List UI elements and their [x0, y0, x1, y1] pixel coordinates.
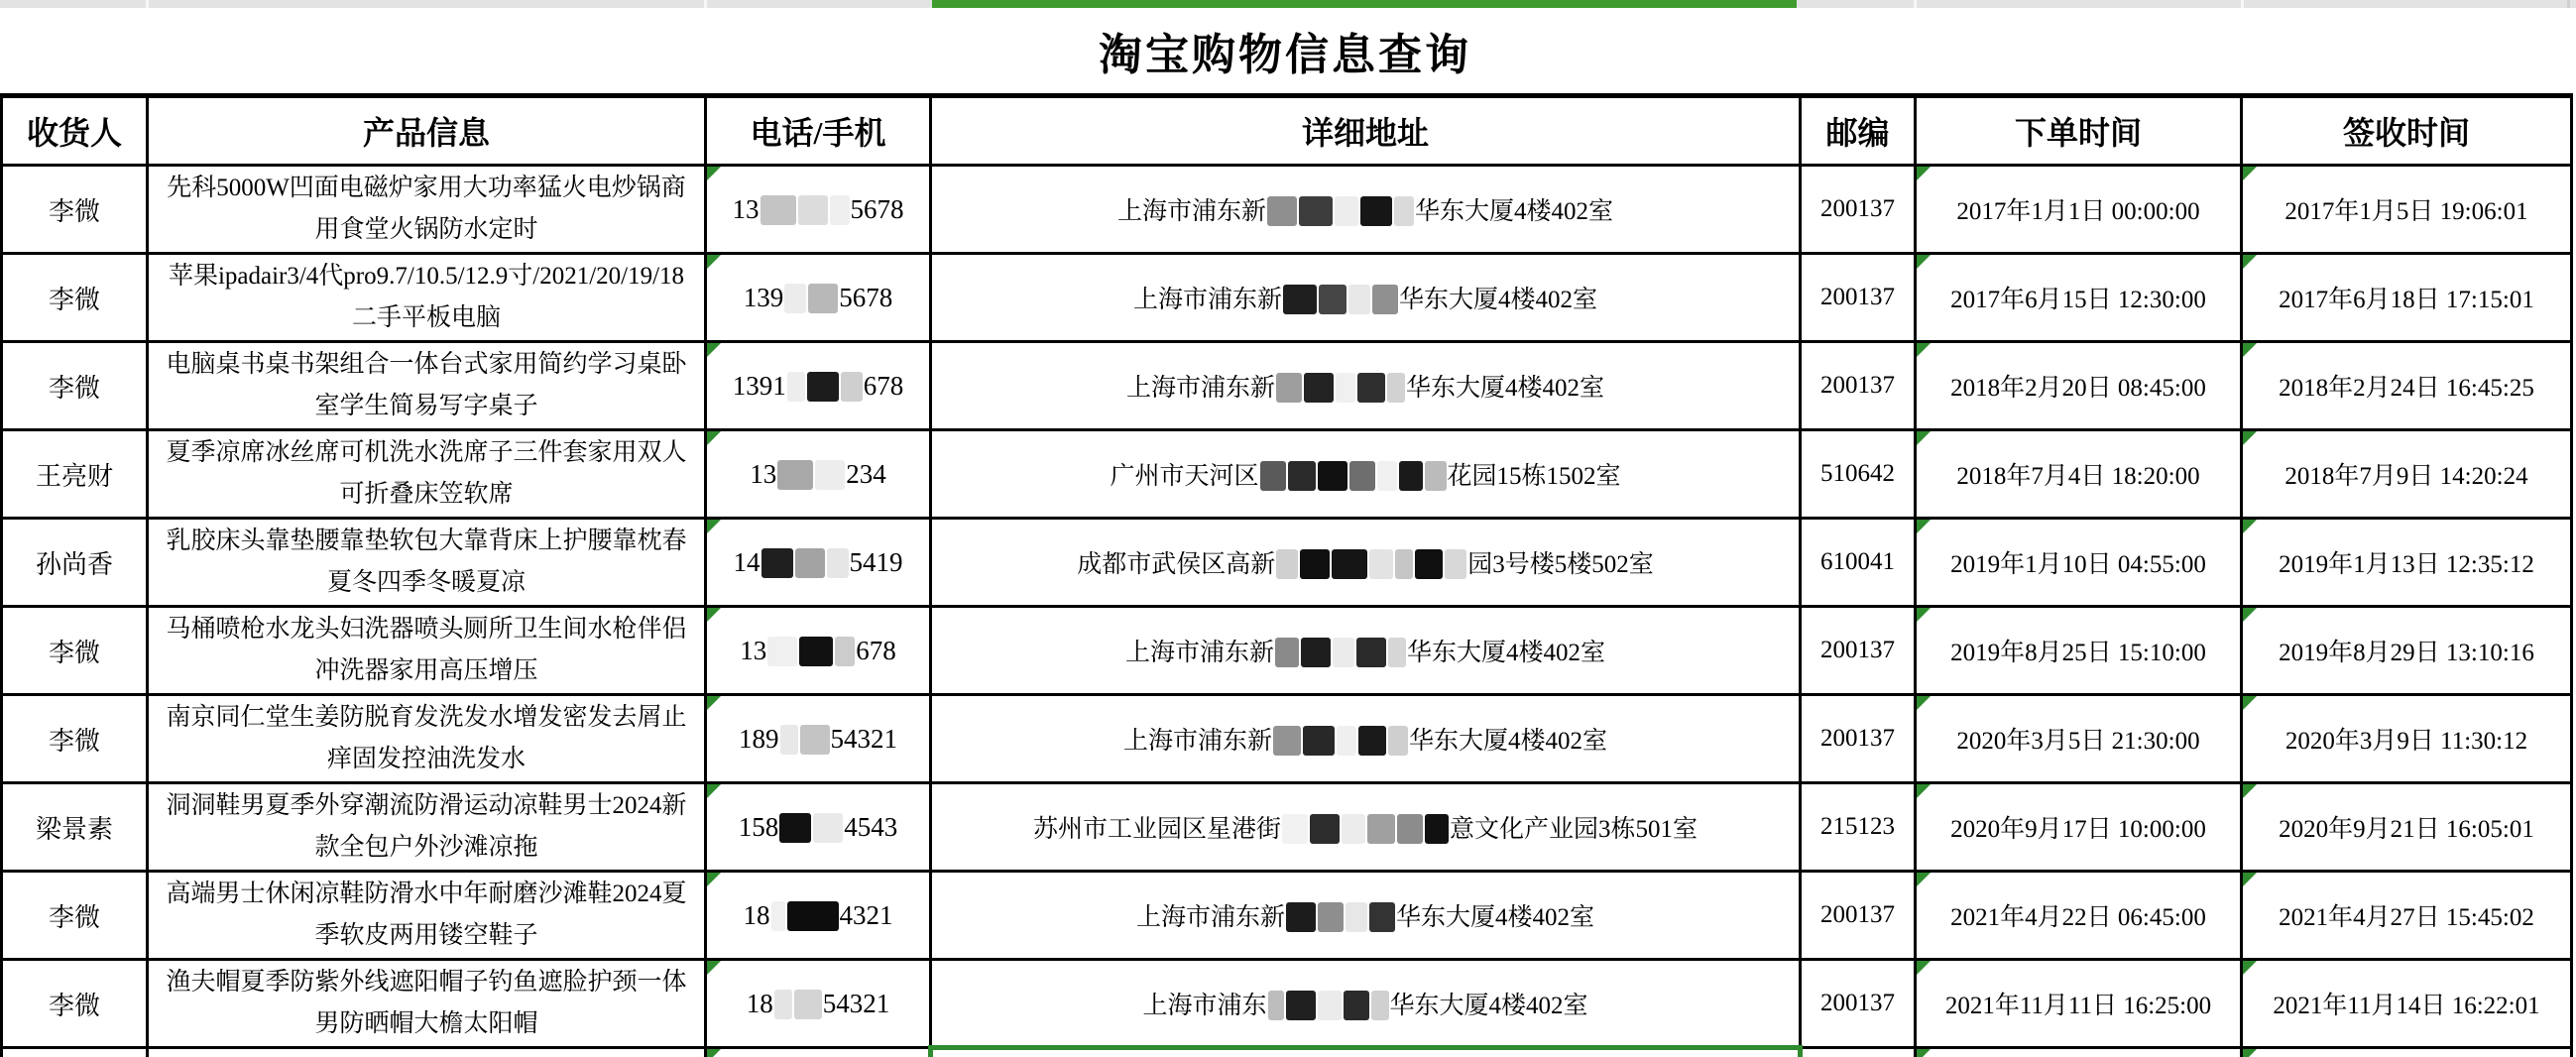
sign-time-cell[interactable]: 2017年6月18日 17:15:01	[2242, 254, 2572, 342]
redaction-box	[1387, 373, 1405, 403]
redaction-box	[800, 725, 830, 755]
column-header-recipient[interactable]: 收货人	[2, 96, 148, 166]
phone-cell[interactable]	[706, 872, 931, 960]
recipient-cell[interactable]: 李微	[2, 166, 148, 254]
redaction-box	[827, 548, 849, 578]
postal-cell[interactable]: 200137	[1801, 342, 1916, 430]
redaction-box	[1333, 638, 1354, 667]
redaction-box	[1337, 726, 1356, 756]
address-cell[interactable]	[931, 342, 1801, 430]
visible-text: 234	[846, 458, 886, 489]
redaction-box	[1357, 373, 1385, 403]
error-triangle-icon	[707, 696, 721, 710]
address-cell[interactable]	[931, 695, 1801, 783]
table-row	[2, 254, 2572, 342]
order-time-cell[interactable]: 2018年7月4日 18:20:00	[1916, 430, 2242, 519]
product-cell[interactable]: 电脑桌书桌书架组合一体台式家用简约学习桌卧室学生简易写字桌子	[148, 342, 706, 430]
postal-cell[interactable]: 200137	[1801, 695, 1916, 783]
partial-table-row	[2, 1048, 2572, 1057]
recipient-cell[interactable]: 李微	[2, 960, 148, 1048]
redaction-box	[1399, 461, 1423, 491]
visible-text: 1391	[732, 370, 786, 401]
recipient-cell[interactable]	[2, 1048, 148, 1057]
sign-time-cell[interactable]: 2018年7月9日 14:20:24	[2242, 430, 2572, 519]
address-cell[interactable]	[931, 254, 1801, 342]
redaction-box	[807, 372, 839, 402]
redaction-box	[787, 372, 805, 402]
error-triangle-icon	[2243, 1049, 2257, 1057]
recipient-cell[interactable]: 梁景素	[2, 783, 148, 872]
recipient-cell[interactable]: 李微	[2, 607, 148, 695]
redaction-box	[1286, 902, 1316, 932]
error-triangle-icon	[1917, 343, 1931, 357]
visible-text: 广州市天河区	[1110, 463, 1259, 490]
header-row	[2, 96, 2572, 166]
error-triangle-icon	[1917, 167, 1931, 180]
redaction-box	[1425, 814, 1449, 844]
recipient-cell[interactable]: 王亮财	[2, 430, 148, 519]
redaction-box	[1356, 638, 1386, 667]
redaction-box	[1268, 991, 1284, 1020]
error-triangle-icon	[707, 873, 721, 886]
redaction-box	[771, 901, 785, 931]
redaction-box	[1319, 285, 1347, 314]
visible-text: 上海市浦东新	[1125, 375, 1275, 402]
redaction-box	[780, 725, 798, 755]
postal-cell[interactable]: 200137	[1801, 166, 1916, 254]
phone-cell[interactable]	[706, 254, 931, 342]
sign-time-cell[interactable]: 2019年1月13日 12:35:12	[2242, 519, 2572, 607]
error-triangle-icon	[707, 431, 721, 445]
error-triangle-icon	[2243, 167, 2257, 180]
error-triangle-icon	[2243, 961, 2257, 975]
selected-column-highlight	[932, 0, 1797, 8]
postal-cell[interactable]: 510642	[1801, 430, 1916, 519]
redaction-box	[808, 284, 838, 313]
redaction-box	[1372, 285, 1398, 314]
recipient-cell[interactable]: 李微	[2, 872, 148, 960]
redaction-box	[1273, 726, 1301, 756]
address-cell[interactable]	[931, 519, 1801, 607]
error-triangle-icon	[1917, 1049, 1931, 1057]
order-time-cell[interactable]: 2018年2月20日 08:45:00	[1916, 342, 2242, 430]
redaction-box	[1369, 549, 1393, 579]
product-cell[interactable]: 渔夫帽夏季防紫外线遮阳帽子钓鱼遮脸护颈一体男防晒帽大檐太阳帽	[148, 960, 706, 1048]
visible-text: 华东大厦4楼402室	[1406, 375, 1605, 402]
redaction-box	[1301, 638, 1331, 667]
table-row	[2, 607, 2572, 695]
phone-cell[interactable]	[706, 695, 931, 783]
visible-text: 54321	[822, 988, 890, 1018]
column-header-phone[interactable]: 电话/手机	[706, 96, 931, 166]
error-triangle-icon	[707, 255, 721, 269]
visible-text: 13	[750, 458, 777, 489]
error-triangle-icon	[707, 961, 721, 975]
visible-text: 189	[739, 723, 779, 754]
product-cell[interactable]: 夏季凉席冰丝席可机洗水洗席子三件套家用双人可折叠床笠软席	[148, 430, 706, 519]
redaction-box	[795, 548, 825, 578]
redaction-box	[1358, 726, 1386, 756]
redaction-box	[784, 284, 806, 313]
redaction-box	[1344, 991, 1369, 1020]
error-triangle-icon	[1917, 873, 1931, 886]
visible-text: 5419	[849, 546, 903, 577]
redaction-box	[787, 901, 839, 931]
redaction-box	[1304, 373, 1334, 403]
column-separator	[2241, 0, 2244, 8]
visible-text: 花园15栋1502室	[1447, 463, 1621, 490]
error-triangle-icon	[1917, 784, 1931, 798]
sign-time-cell[interactable]: 2020年9月21日 16:05:01	[2242, 783, 2572, 872]
visible-text: 4543	[844, 811, 898, 842]
visible-text: 上海市浦东新	[1122, 728, 1272, 755]
visible-text: 园3号楼5楼502室	[1467, 551, 1654, 578]
redaction-box	[1348, 285, 1370, 314]
error-triangle-icon	[2243, 520, 2257, 533]
visible-text: 华东大厦4楼402室	[1399, 287, 1598, 313]
recipient-cell[interactable]: 孙尚香	[2, 519, 148, 607]
visible-text: 5678	[839, 282, 893, 312]
postal-cell[interactable]: 215123	[1801, 783, 1916, 872]
redaction-box	[799, 637, 833, 666]
product-cell[interactable]: 苹果ipadair3/4代pro9.7/10.5/12.9寸/2021/20/19/18二手平板电脑	[148, 254, 706, 342]
redaction-box	[1395, 549, 1413, 579]
redaction-box	[1445, 549, 1466, 579]
redaction-box	[761, 195, 796, 225]
visible-text: 华东大厦4楼402室	[1389, 992, 1588, 1019]
visible-text: 158	[738, 811, 779, 842]
error-triangle-icon	[707, 167, 721, 180]
address-cell[interactable]	[931, 960, 1801, 1048]
sign-time-cell[interactable]: 2017年1月5日 19:06:01	[2242, 166, 2572, 254]
redaction-box	[1260, 461, 1286, 491]
order-time-cell[interactable]: 2017年6月15日 12:30:00	[1916, 254, 2242, 342]
visible-text: 4321	[839, 899, 893, 930]
visible-text: 华东大厦4楼402室	[1415, 198, 1614, 225]
redaction-box	[1397, 814, 1423, 844]
column-header-address[interactable]: 详细地址	[931, 96, 1801, 166]
product-cell[interactable]: 马桶喷枪水龙头妇洗器喷头厕所卫生间水枪伴侣冲洗器家用高压增压	[148, 607, 706, 695]
table-row	[2, 695, 2572, 783]
sign-time-cell[interactable]: 2018年2月24日 16:45:25	[2242, 342, 2572, 430]
redaction-box	[1388, 638, 1406, 667]
error-triangle-icon	[2243, 784, 2257, 798]
redaction-box	[1335, 196, 1358, 226]
sign-time-cell[interactable]: 2021年11月14日 16:22:01	[2242, 960, 2572, 1048]
visible-text: 苏州市工业园区星港街	[1032, 816, 1281, 843]
redaction-box	[1282, 814, 1308, 844]
sign-time-cell[interactable]: 2019年8月29日 13:10:16	[2242, 607, 2572, 695]
postal-cell[interactable]: 610041	[1801, 519, 1916, 607]
redaction-box	[1276, 549, 1298, 579]
postal-cell[interactable]: 200137	[1801, 254, 1916, 342]
address-cell[interactable]	[931, 607, 1801, 695]
redaction-box	[798, 195, 828, 225]
table-row	[2, 430, 2572, 519]
address-cell[interactable]	[931, 166, 1801, 254]
order-time-cell[interactable]: 2020年9月17日 10:00:00	[1916, 783, 2242, 872]
redaction-box	[1288, 461, 1316, 491]
visible-text: 成都市武侯区高新	[1077, 551, 1276, 578]
redaction-box	[1303, 726, 1335, 756]
selected-cell[interactable]	[931, 1048, 1801, 1057]
visible-text: 上海市浦东	[1142, 992, 1267, 1019]
visible-text: 678	[856, 635, 896, 665]
visible-text: 上海市浦东新	[1132, 287, 1282, 313]
redaction-box	[1275, 638, 1299, 667]
visible-text: 13	[740, 635, 767, 665]
product-cell[interactable]: 高端男士休闲凉鞋防滑水中年耐磨沙滩鞋2024夏季软皮两用镂空鞋子	[148, 872, 706, 960]
error-triangle-icon	[1917, 520, 1931, 533]
redaction-box	[774, 990, 792, 1019]
address-cell[interactable]	[931, 783, 1801, 872]
column-header-postal[interactable]: 邮编	[1801, 96, 1916, 166]
product-cell[interactable]: 洞洞鞋男夏季外穿潮流防滑运动凉鞋男士2024新款全包户外沙滩凉拖	[148, 783, 706, 872]
phone-cell[interactable]	[706, 342, 931, 430]
error-triangle-icon	[707, 343, 721, 357]
phone-cell[interactable]	[706, 166, 931, 254]
redaction-box	[813, 813, 843, 843]
redaction-box	[1415, 549, 1443, 579]
postal-cell[interactable]: 200137	[1801, 960, 1916, 1048]
visible-text: 华东大厦4楼402室	[1409, 728, 1608, 755]
visible-text: 18	[743, 899, 770, 930]
visible-text: 华东大厦4楼402室	[1407, 640, 1606, 666]
column-separator	[704, 0, 707, 8]
error-triangle-icon	[1917, 255, 1931, 269]
visible-text: 139	[743, 282, 784, 312]
redaction-box	[1377, 461, 1397, 491]
order-time-cell[interactable]: 2020年3月5日 21:30:00	[1916, 695, 2242, 783]
error-triangle-icon	[707, 520, 721, 533]
visible-text: 上海市浦东新	[1116, 198, 1266, 225]
redaction-box	[1318, 902, 1344, 932]
redaction-box	[1300, 549, 1330, 579]
orders-table	[0, 93, 2573, 1057]
recipient-cell[interactable]: 李微	[2, 695, 148, 783]
redaction-box	[1336, 373, 1355, 403]
sign-time-cell[interactable]	[2242, 1048, 2572, 1057]
error-triangle-icon	[2243, 608, 2257, 622]
redaction-box	[835, 637, 855, 666]
redaction-box	[1318, 461, 1347, 491]
redaction-box	[1276, 373, 1302, 403]
order-time-cell[interactable]	[1916, 1048, 2242, 1057]
table-row	[2, 519, 2572, 607]
redaction-box	[1346, 902, 1367, 932]
redaction-box	[815, 460, 845, 490]
product-cell[interactable]: 南京同仁堂生姜防脱育发洗发水增发密发去屑止痒固发控油洗发水	[148, 695, 706, 783]
product-cell[interactable]: 先科5000W凹面电磁炉家用大功率猛火电炒锅商用食堂火锅防水定时	[148, 166, 706, 254]
column-header-order-time[interactable]: 下单时间	[1916, 96, 2242, 166]
redaction-box	[779, 813, 811, 843]
visible-text: 54321	[830, 723, 897, 754]
table-row	[2, 960, 2572, 1048]
visible-text: 14	[733, 546, 761, 577]
redaction-box	[777, 460, 813, 490]
visible-text: 意文化产业园3栋501室	[1450, 816, 1698, 843]
redaction-box	[1286, 991, 1316, 1020]
error-triangle-icon	[2243, 696, 2257, 710]
redaction-box	[1310, 814, 1340, 844]
order-time-cell[interactable]: 2021年11月11日 16:25:00	[1916, 960, 2242, 1048]
phone-cell[interactable]	[706, 519, 931, 607]
redaction-box	[1388, 726, 1408, 756]
postal-cell[interactable]: 200137	[1801, 872, 1916, 960]
postal-cell[interactable]	[1801, 1048, 1916, 1057]
sign-time-cell[interactable]: 2020年3月9日 11:30:12	[2242, 695, 2572, 783]
table-row	[2, 342, 2572, 430]
product-cell[interactable]	[148, 1048, 706, 1057]
sheet-right-edge	[2567, 0, 2570, 8]
table-row	[2, 783, 2572, 872]
column-header-product[interactable]: 产品信息	[148, 96, 706, 166]
recipient-cell[interactable]: 李微	[2, 342, 148, 430]
error-triangle-icon	[707, 784, 721, 798]
visible-text: 上海市浦东新	[1135, 904, 1285, 931]
order-time-cell[interactable]: 2021年4月22日 06:45:00	[1916, 872, 2242, 960]
redaction-box	[1394, 196, 1414, 226]
error-triangle-icon	[2243, 255, 2257, 269]
redaction-box	[1371, 991, 1389, 1020]
redaction-box	[794, 990, 822, 1019]
error-triangle-icon	[2243, 873, 2257, 886]
redaction-box	[1318, 991, 1342, 1020]
redaction-box	[830, 195, 850, 225]
visible-text: 678	[863, 370, 904, 401]
phone-cell[interactable]	[706, 430, 931, 519]
visible-text: 上海市浦东新	[1124, 640, 1274, 666]
phone-cell[interactable]	[706, 1048, 931, 1057]
phone-cell[interactable]	[706, 960, 931, 1048]
address-cell[interactable]	[931, 430, 1801, 519]
visible-text: 13	[732, 193, 760, 224]
error-triangle-icon	[1917, 431, 1931, 445]
redaction-box	[1342, 814, 1365, 844]
redaction-box	[841, 372, 863, 402]
redaction-box	[1369, 902, 1395, 932]
postal-cell[interactable]: 200137	[1801, 607, 1916, 695]
error-triangle-icon	[2243, 431, 2257, 445]
error-triangle-icon	[1917, 608, 1931, 622]
product-cell[interactable]: 乳胶床头靠垫腰靠垫软包大靠背床上护腰靠枕春夏冬四季冬暖夏凉	[148, 519, 706, 607]
column-header-sign-time[interactable]: 签收时间	[2242, 96, 2572, 166]
address-cell[interactable]	[931, 872, 1801, 960]
error-triangle-icon	[707, 1049, 721, 1057]
error-triangle-icon	[1917, 961, 1931, 975]
visible-text: 华东大厦4楼402室	[1396, 904, 1595, 931]
error-triangle-icon	[707, 608, 721, 622]
redaction-box	[767, 637, 797, 666]
error-triangle-icon	[1917, 696, 1931, 710]
redaction-box	[1360, 196, 1392, 226]
column-separator	[146, 0, 149, 8]
redaction-box	[1299, 196, 1333, 226]
phone-cell[interactable]	[706, 607, 931, 695]
recipient-cell[interactable]: 李微	[2, 254, 148, 342]
redaction-box	[1367, 814, 1395, 844]
sign-time-cell[interactable]: 2021年4月27日 15:45:02	[2242, 872, 2572, 960]
column-separator	[1914, 0, 1917, 8]
redaction-box	[1283, 285, 1317, 314]
table-row	[2, 872, 2572, 960]
error-triangle-icon	[2243, 343, 2257, 357]
visible-text: 5678	[850, 193, 904, 224]
redaction-box	[1267, 196, 1297, 226]
title-cell[interactable]	[0, 8, 2570, 93]
phone-cell[interactable]	[706, 783, 931, 872]
order-time-cell[interactable]: 2019年1月10日 04:55:00	[1916, 519, 2242, 607]
column-header-strip[interactable]	[0, 0, 2576, 8]
redaction-box	[1425, 461, 1447, 491]
order-time-cell[interactable]: 2019年8月25日 15:10:00	[1916, 607, 2242, 695]
redaction-box	[761, 548, 793, 578]
page-title: 淘宝购物信息查询	[1099, 31, 1471, 79]
table-row	[2, 166, 2572, 254]
redaction-box	[1349, 461, 1375, 491]
redaction-box	[1332, 549, 1367, 579]
visible-text: 18	[746, 988, 773, 1018]
order-time-cell[interactable]: 2017年1月1日 00:00:00	[1916, 166, 2242, 254]
